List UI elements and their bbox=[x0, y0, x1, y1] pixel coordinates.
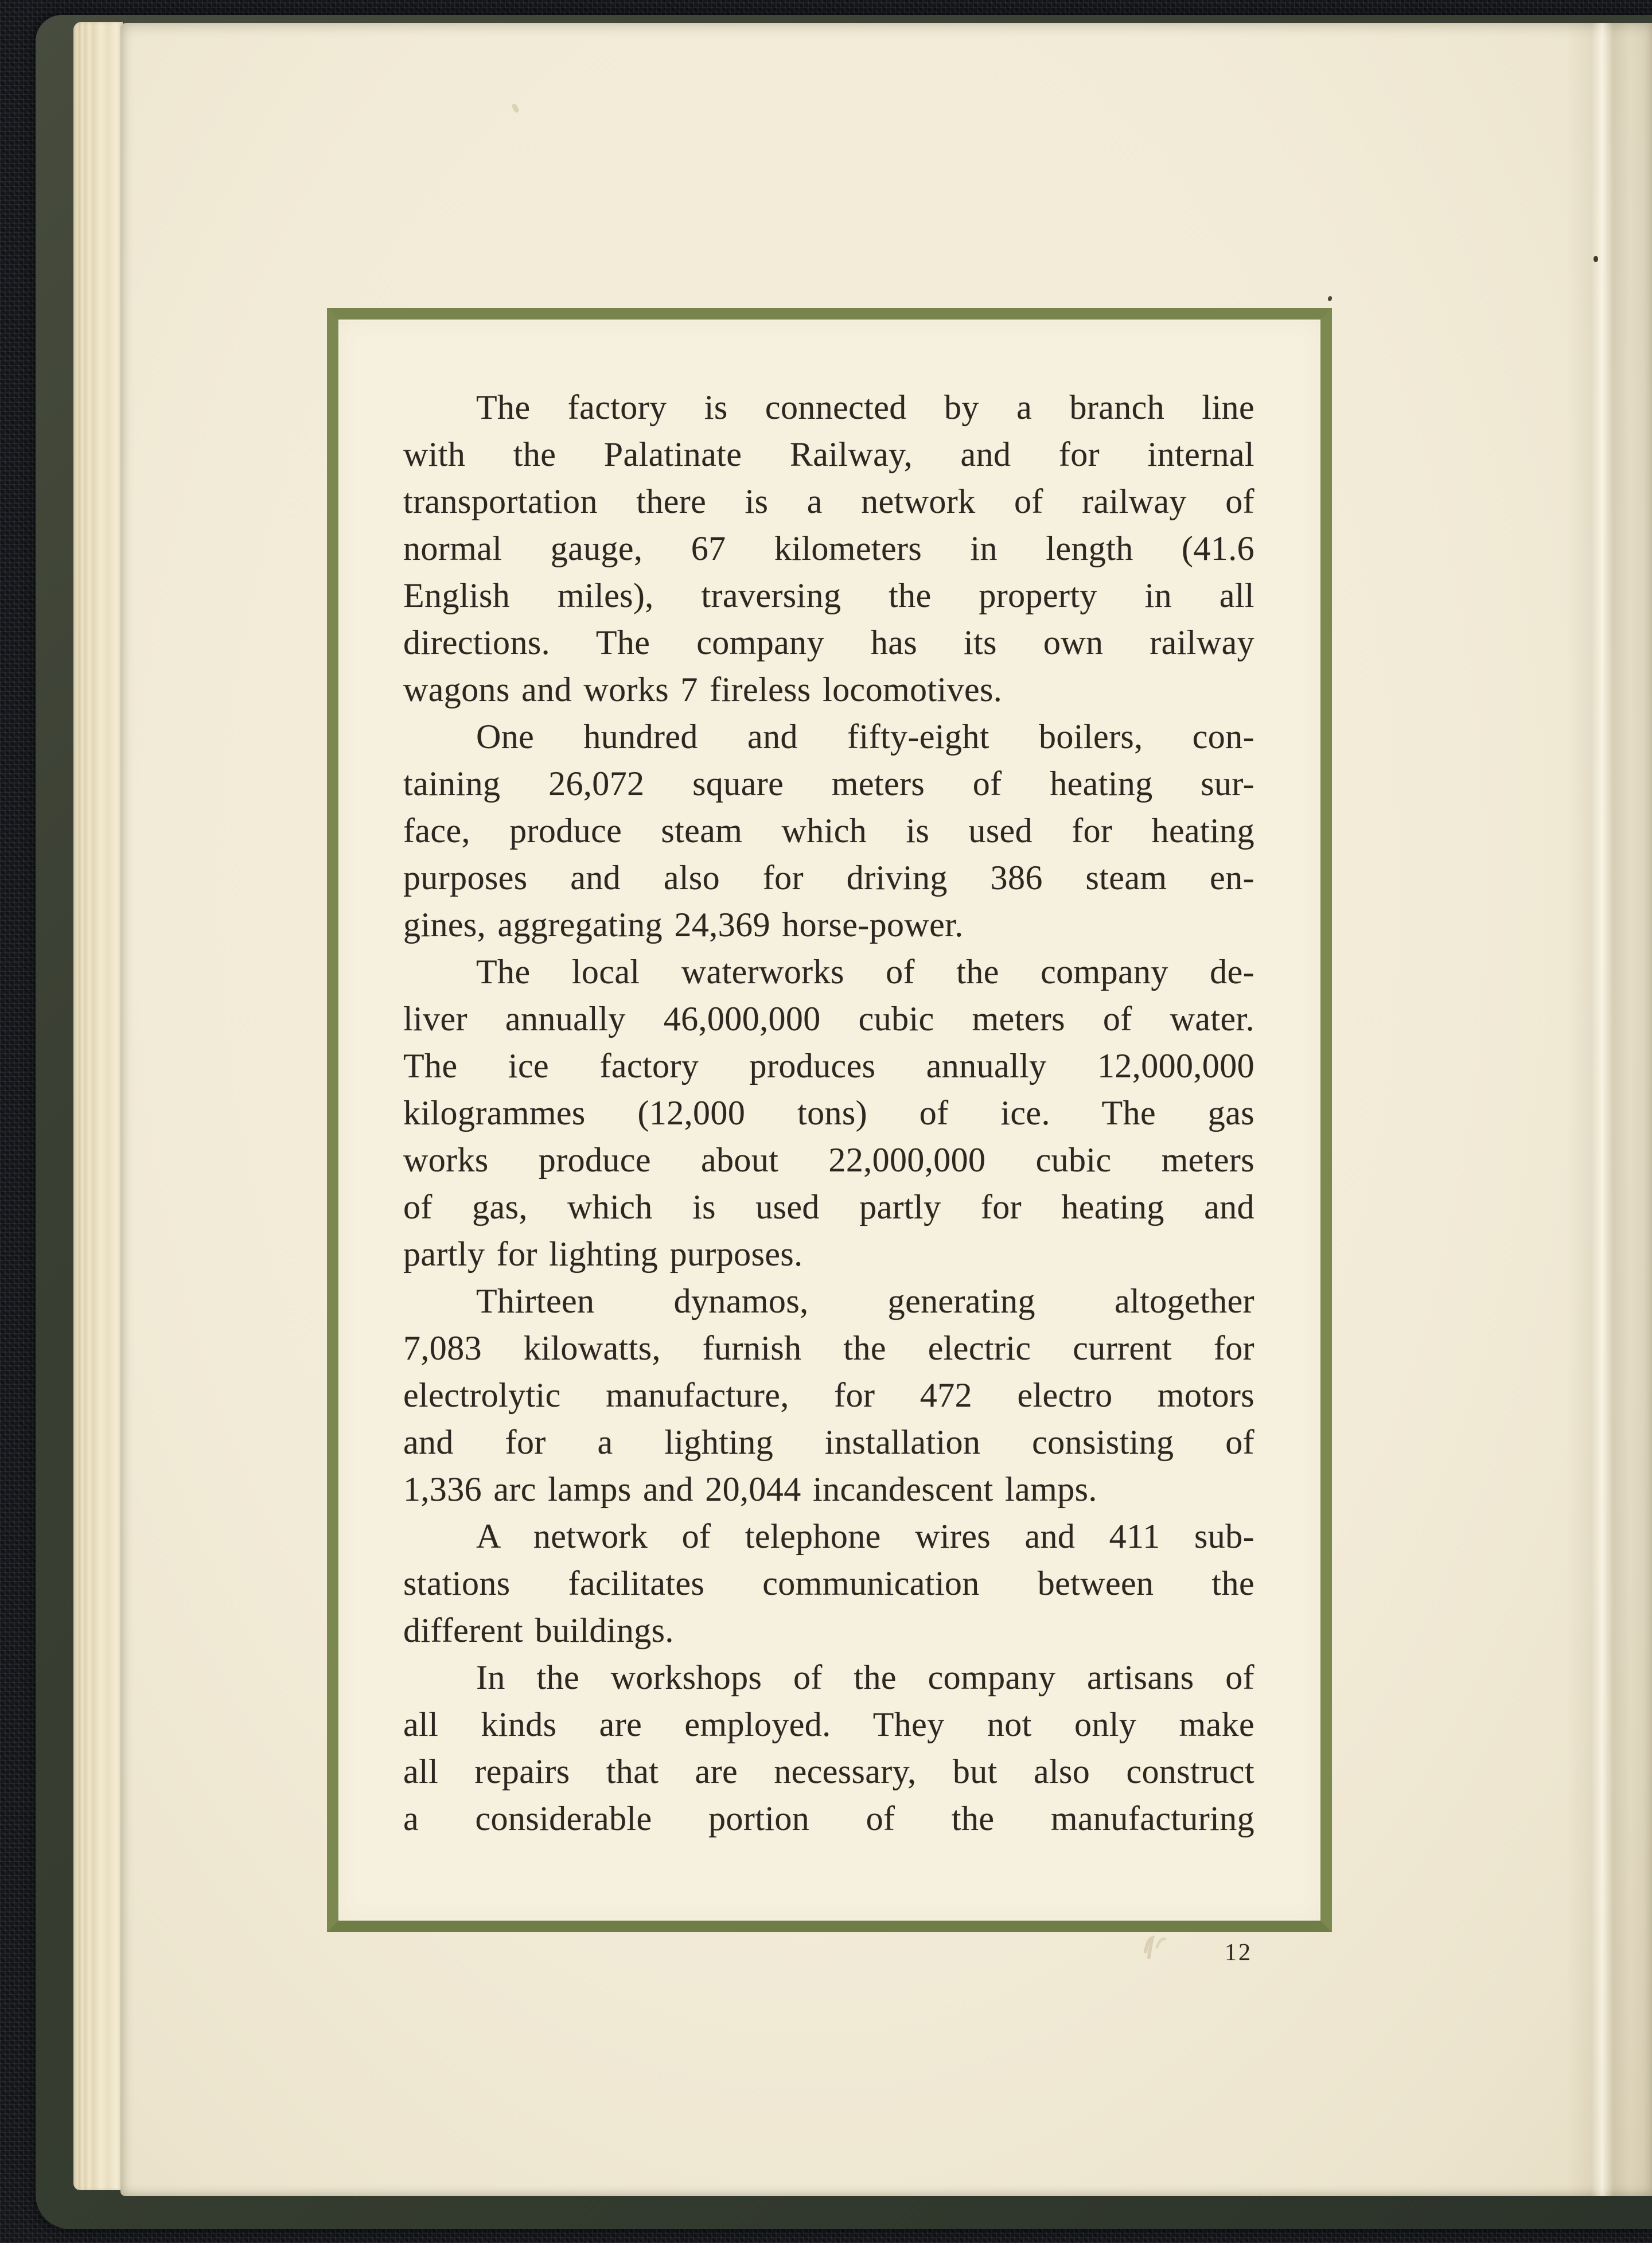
pen-scuff-mark bbox=[1140, 1932, 1180, 1962]
text-line: stations facilitates communication between the bbox=[403, 1564, 1254, 1602]
text-line: Thirteen dynamos, generating altogether bbox=[476, 1282, 1254, 1320]
text-line: One hundred and fifty-eight boilers, con- bbox=[476, 718, 1254, 756]
text-line: with the Palatinate Railway, and for internal bbox=[403, 435, 1254, 473]
page-edge-stack bbox=[73, 22, 123, 2190]
page-number: 12 bbox=[1225, 1940, 1252, 1966]
text-line: directions. The company has its own railway bbox=[403, 624, 1254, 661]
text-line: The ice factory produces annually 12,000,000 bbox=[403, 1047, 1254, 1085]
text-line: a considerable portion of the manufacturing bbox=[403, 1800, 1254, 1837]
text-line: purposes and also for driving 386 steam en- bbox=[403, 859, 1254, 897]
text-line: gines, aggregating 24,369 horse-power. bbox=[403, 906, 964, 944]
text-line: kilogrammes (12,000 tons) of ice. The gas bbox=[403, 1094, 1254, 1132]
text-line: normal gauge, 67 kilometers in length (41.6 bbox=[403, 529, 1254, 567]
text-block bbox=[338, 320, 1320, 1921]
paper-speck bbox=[1593, 256, 1598, 262]
paper-speck bbox=[1327, 295, 1333, 302]
decorative-border-frame bbox=[327, 308, 1332, 1932]
text-line: liver annually 46,000,000 cubic meters of water. bbox=[403, 1000, 1254, 1038]
text-line: In the workshops of the company artisans of bbox=[476, 1658, 1254, 1696]
text-line: 1,336 arc lamps and 20,044 incandescent lamps. bbox=[403, 1470, 1097, 1508]
book-page bbox=[120, 23, 1652, 2196]
text-line: taining 26,072 square meters of heating sur- bbox=[403, 765, 1254, 803]
text-line: The factory is connected by a branch line bbox=[476, 388, 1254, 426]
text-line: all kinds are employed. They not only make bbox=[403, 1705, 1254, 1743]
text-line: English miles), traversing the property in all bbox=[403, 577, 1254, 614]
text-line: and for a lighting installation consisting of bbox=[403, 1423, 1254, 1461]
text-line: wagons and works 7 fireless locomotives. bbox=[403, 671, 1003, 708]
text-line: all repairs that are necessary, but also construct bbox=[403, 1753, 1254, 1790]
text-line: 7,083 kilowatts, furnish the electric current for bbox=[403, 1329, 1254, 1367]
paper-fiber-mark bbox=[511, 103, 520, 114]
text-line: works produce about 22,000,000 cubic meters bbox=[403, 1141, 1254, 1179]
text-line: A network of telephone wires and 411 sub- bbox=[476, 1517, 1254, 1555]
page-gutter-crease bbox=[1566, 23, 1652, 2196]
text-line: face, produce steam which is used for heating bbox=[403, 812, 1254, 850]
text-line: of gas, which is used partly for heating and bbox=[403, 1188, 1254, 1226]
text-line: electrolytic manufacture, for 472 electro motors bbox=[403, 1376, 1254, 1414]
text-line: The local waterworks of the company de- bbox=[476, 953, 1254, 991]
text-line: partly for lighting purposes. bbox=[403, 1235, 803, 1273]
text-line: different buildings. bbox=[403, 1611, 674, 1649]
text-line: transportation there is a network of railway of bbox=[403, 482, 1254, 520]
